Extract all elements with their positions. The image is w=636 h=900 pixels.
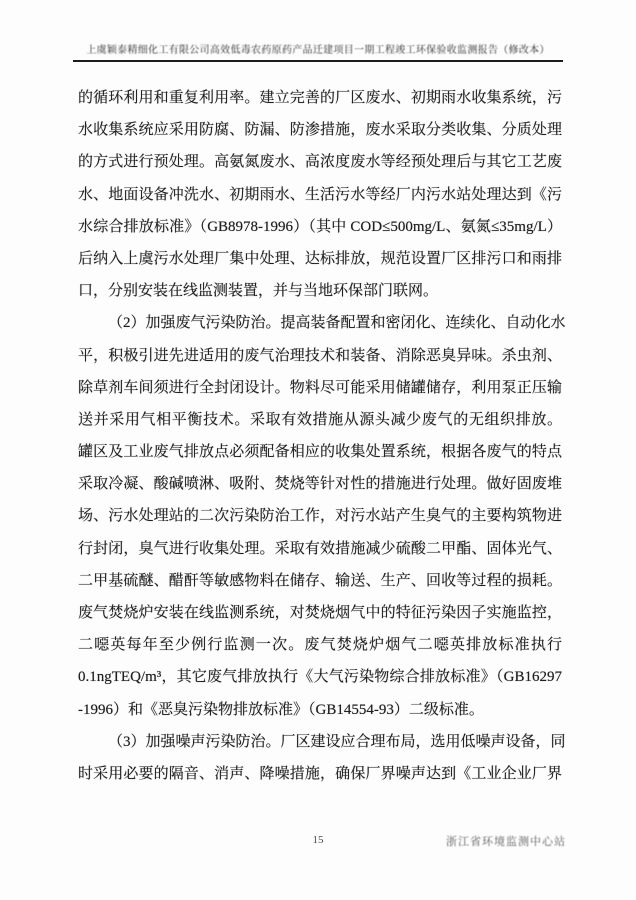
text-line: 水、地面设备冲洗水、初期雨水、生活污水等经厂内污水站处理达到《污 [78,186,562,203]
paragraph-waste-gas [78,307,566,725]
text-line: 平，积极引进先进适用的废气治理技术和装备、消除恶臭异味。杀虫剂、 [78,347,562,364]
text-line: 的循环利用和重复利用率。建立完善的厂区废水、初期雨水收集系统，污 [78,90,562,106]
text-line: 时采用必要的隔音、消声、降噪措施，确保厂界噪声达到《工业企业厂界 [78,765,562,782]
footer-organization: 浙江省环境监测中心站 [446,836,566,848]
text-line: 的方式进行预处理。高氨氮废水、高浓度废水等经预处理后与其它工艺废 [78,154,562,171]
paragraph-noise [78,726,566,790]
page-header [73,41,563,62]
text-line: 行封闭，臭气进行收集处理。采取有效措施减少硫酸二甲酯、固体光气、 [78,540,562,557]
body-text [78,82,566,790]
text-line: 送并采用气相平衡技术。采取有效措施从源头减少废气的无组织排放。 [78,411,562,428]
text-line: 口，分别安装在线监测装置，并与当地环保部门联网。 [78,283,439,300]
text-line: 罐区及工业废气排放点必须配备相应的收集处置系统，根据各废气的特点 [78,444,562,461]
text-line: （2）加强废气污染防治。提高装备配置和密闭化、连续化、自动化水 [108,315,566,332]
text-line: 水收集系统应采用防腐、防漏、防渗措施，废水采取分类收集、分质处理 [78,122,562,139]
text-line: （3）加强噪声污染防治。厂区建设应合理布局，选用低噪声设备，同 [108,733,566,750]
text-line: 后纳入上虞污水处理厂集中处理、达标排放，规范设置厂区排污口和雨排 [78,250,562,267]
header-title: 上虞颖泰精细化工有限公司高效低毒农药原药产品迁建项目一期工程竣工环保验收监测报告（修改本） [86,45,550,56]
text-line: 场、污水处理站的二次污染防治工作，对污水站产生臭气的主要构筑物进 [78,508,562,525]
text-line: 除草剂车间须进行全封闭设计。物料尽可能采用储罐储存，利用泵正压输 [78,379,562,396]
page-number: 15 [312,834,324,846]
text-line: 二甲基硫醚、醋酐等敏感物料在储存、输送、生产、回收等过程的损耗。 [78,572,562,589]
text-line: 水综合排放标准》（GB8978-1996）（其中 COD≤500mg/L、氨氮≤35mg/L） [78,218,562,235]
text-line: 二噁英每年至少例行监测一次。废气焚烧炉烟气二噁英排放标准执行 [78,637,562,654]
text-line: 废气焚烧炉安装在线监测系统，对焚烧烟气中的特征污染因子实施监控， [78,605,562,621]
text-line: 0.1ngTEQ/m³，其它废气排放执行《大气污染物综合排放标准》（GB16297 [78,669,562,686]
text-line: 采取冷凝、酸碱喷淋、吸附、焚烧等针对性的措施进行处理。做好固废堆 [78,476,562,493]
header-divider [73,60,563,62]
paragraph-wastewater [78,82,562,307]
text-line: -1996）和《恶臭污染物排放标准》（GB14554-93）二级标准。 [78,701,484,718]
